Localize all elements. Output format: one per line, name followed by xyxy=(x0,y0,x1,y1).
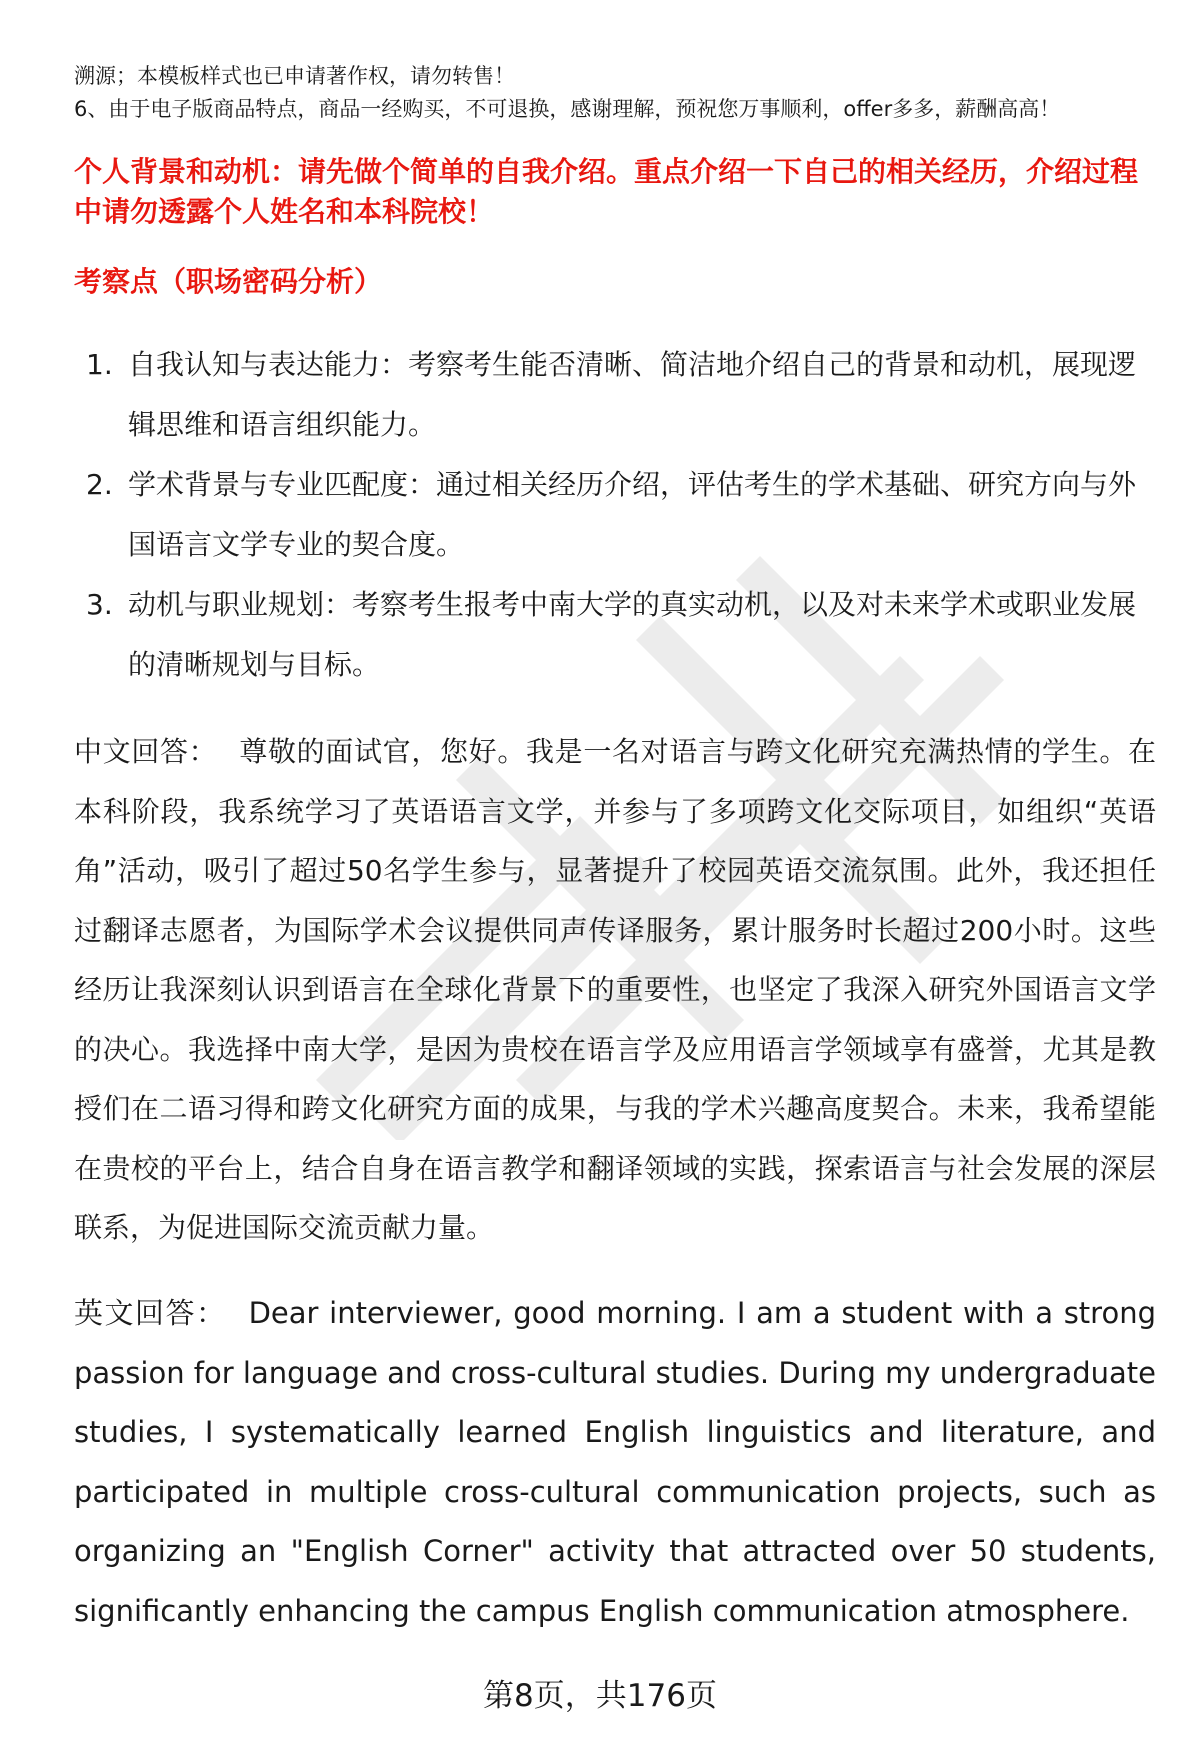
list-item-text: 自我认知与表达能力：考察考生能否清晰、简洁地介绍自己的背景和动机，展现逻辑思维和语言组织能力。 xyxy=(128,348,1137,441)
english-answer-text: Dear interviewer, good morning. I am a student with a strong passion for language and cross-cultural studies. During my undergraduate studies, I systematically learned English linguistics and literature, and participated in multiple cross-cultural communication projects, such as organizing an "English Corner" activity that attracted over 50 students, significantly enhancing the campus English communication atmosphere. xyxy=(74,1296,1156,1628)
list-number: 2. xyxy=(86,468,113,501)
examination-points-list xyxy=(74,335,1154,695)
chinese-answer xyxy=(74,722,1156,1258)
page-number: 第8页，共176页 xyxy=(483,1678,717,1714)
chinese-answer-text: 尊敬的面试官，您好。我是一名对语言与跨文化研究充满热情的学生。在本科阶段，我系统学习了英语语言文学，并参与了多项跨文化交际项目，如组织“英语角”活动，吸引了超过50名学生参与，显著提升了校园英语交流氛围。此外，我还担任过翻译志愿者，为国际学术会议提供同声传译服务，累计服务时长超过200小时。这些经历让我深刻认识到语言在全球化背景下的重要性，也坚定了我深入研究外国语言文学的决心。我选择中南大学，是因为贵校在语言学及应用语言学领域享有盛誉，尤其是教授们在二语习得和跨文化研究方面的成果，与我的学术兴趣高度契合。未来，我希望能在贵校的平台上，结合自身在语言教学和翻译领域的实践，探索语言与社会发展的深层联系，为促进国际交流贡献力量。 xyxy=(74,735,1156,1244)
english-answer-label: 英文回答： xyxy=(74,1296,227,1330)
chinese-answer-label: 中文回答： xyxy=(74,735,218,768)
list-number: 3. xyxy=(86,588,113,621)
list-number: 1. xyxy=(86,348,113,381)
english-answer xyxy=(74,1284,1156,1641)
question-heading: 个人背景和动机：请先做个简单的自我介绍。重点介绍一下自己的相关经历，介绍过程中请勿透露个人姓名和本科院校！ xyxy=(74,155,1139,228)
list-item xyxy=(74,455,1154,575)
list-item xyxy=(74,575,1154,695)
list-item-text: 动机与职业规划：考察考生报考中南大学的真实动机，以及对未来学术或职业发展的清晰规划与目标。 xyxy=(128,588,1137,681)
note-line: 6、由于电子版商品特点，商品一经购买，不可退换，感谢理解，预祝您万事顺利，offer多多，薪酬高高！ xyxy=(74,97,1061,121)
examination-heading: 考察点（职场密码分析） xyxy=(74,265,383,298)
notes-block xyxy=(74,60,1134,126)
list-item-text: 学术背景与专业匹配度：通过相关经历介绍，评估考生的学术基础、研究方向与外国语言文学专业的契合度。 xyxy=(128,468,1137,561)
list-item xyxy=(74,335,1154,455)
note-line: 溯源；本模板样式也已申请著作权，请勿转售！ xyxy=(74,64,515,88)
